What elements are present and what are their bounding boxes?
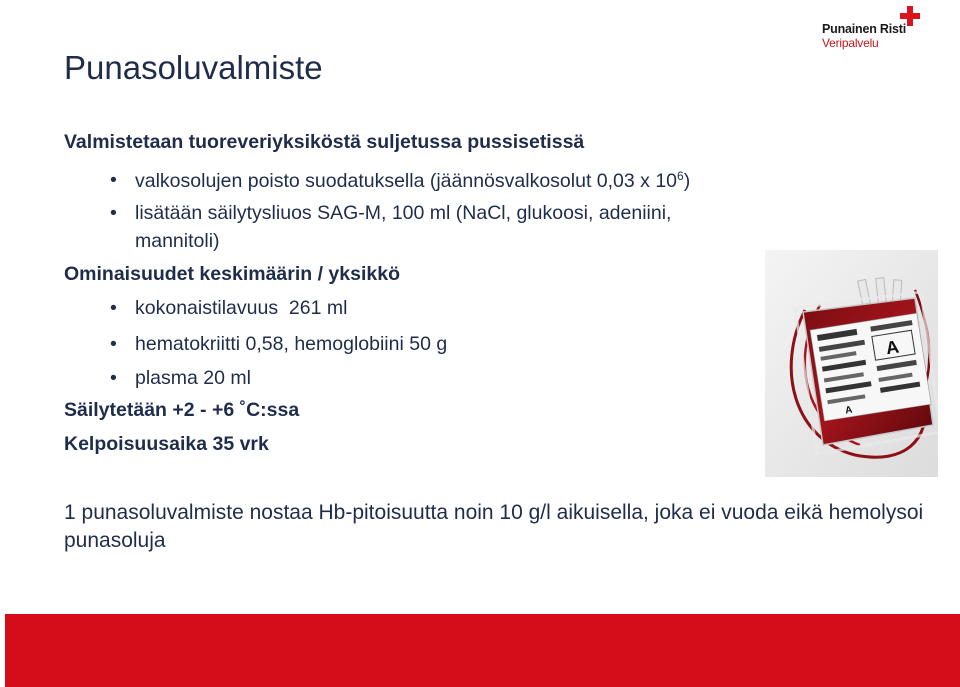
bullet-continuation: mannitoli): [135, 230, 220, 252]
bullet-dot-icon: •: [110, 297, 117, 319]
slide-title: Punasoluvalmiste: [64, 49, 323, 86]
footer-red-bar: [5, 614, 960, 687]
bullet-dot-icon: •: [110, 367, 117, 389]
bullet-leukocyte-filtration: [110, 169, 690, 193]
bullet-storage-solution: [110, 202, 671, 225]
shelf-life: Kelpoisuusaika 35 vrk: [64, 433, 269, 455]
bullet-text: kokonaistilavuus 261 ml: [135, 297, 348, 319]
blood-group-label-small: A: [844, 404, 854, 417]
logo-name: Punainen Risti: [822, 22, 907, 36]
red-cross-logo: [822, 6, 956, 50]
bullet-text: valkosolujen poisto suodatuksella (jäännösvalkosolut 0,03 x $10^6$): [135, 169, 691, 192]
blood-group-label: A: [884, 336, 901, 359]
bullet-plasma: [110, 367, 251, 390]
section-heading-preparation: Valmistetaan tuoreveriyksiköstä suljetussa pussisetissä: [64, 131, 585, 153]
blood-bag-photo: [765, 250, 938, 477]
logo-subtitle: Veripalvelu: [822, 36, 879, 50]
bullet-dot-icon: •: [110, 169, 117, 191]
summary-text: 1 punasoluvalmiste nostaa Hb-pitoisuutta noin 10 g/l aikuisella, joka ei vuoda eikä hemolysoi punasoluja: [64, 501, 924, 552]
bullet-text: plasma 20 ml: [135, 367, 251, 389]
bullet-dot-icon: •: [110, 333, 117, 355]
bullet-text: hematokriitti 0,58, hemoglobiini 50 g: [135, 333, 448, 355]
section-heading-properties: Ominaisuudet keskimäärin / yksikkö: [64, 263, 400, 285]
storage-temperature: Säilytetään +2 - +6 ˚C:ssa: [64, 399, 300, 421]
bullet-hematocrit: [110, 333, 447, 356]
bullet-total-volume: [110, 297, 347, 320]
bullet-dot-icon: •: [110, 202, 117, 224]
bullet-text: lisätään säilytysliuos SAG-M, 100 ml (NaCl, glukoosi, adeniini,: [135, 202, 672, 224]
